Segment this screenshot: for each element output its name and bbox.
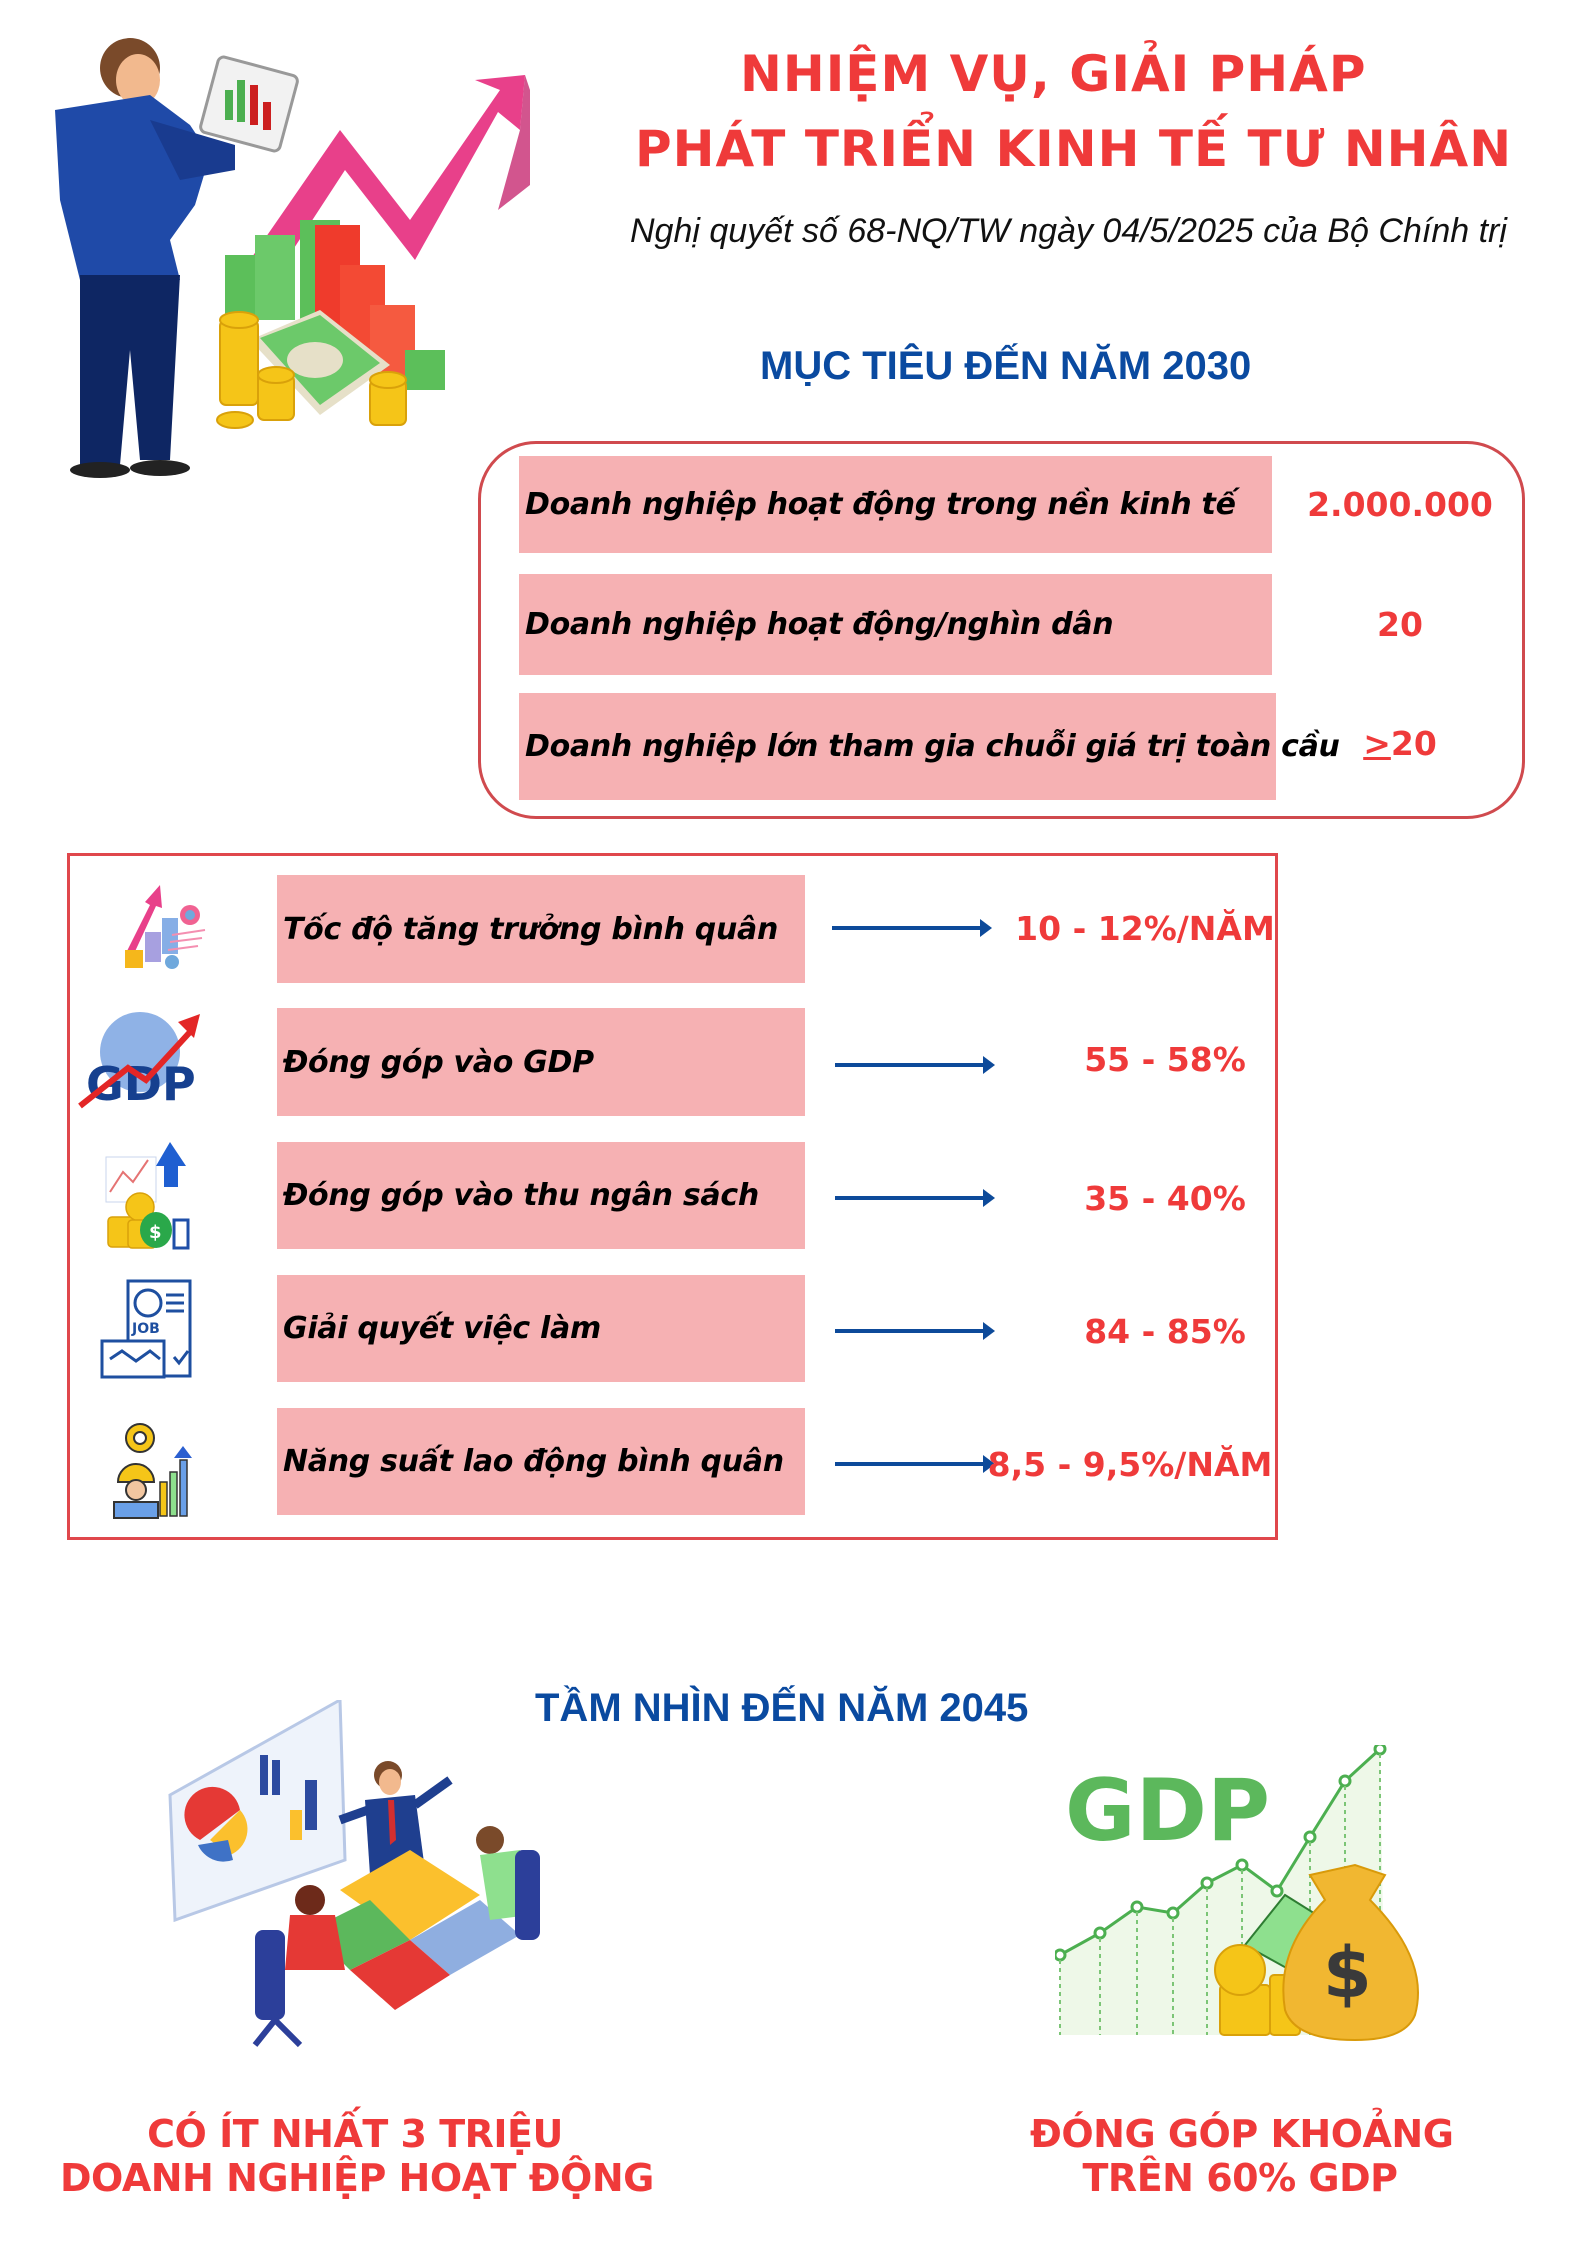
title-line-1: NHIỆM VỤ, GIẢI PHÁP — [740, 45, 1367, 103]
caption-line-2: TRÊN 60% GDP — [1082, 2156, 1398, 2200]
arrow-right-icon — [835, 1063, 985, 1067]
arrow-right-icon — [835, 1329, 985, 1333]
economic-target-label: Năng suất lao động bình quân — [283, 1444, 784, 1479]
economic-target-value: 35 - 40% — [1084, 1179, 1246, 1218]
economic-target-label: Đóng góp vào GDP — [283, 1044, 594, 1080]
vision-caption-enterprises — [60, 2112, 654, 2200]
gdp-money-bag-illustration — [1055, 1745, 1445, 2045]
gdp-label: GDP — [1065, 1761, 1271, 1861]
heading-goals-2030: MỤC TIÊU ĐẾN NĂM 2030 — [760, 344, 1252, 388]
enterprise-target-label: Doanh nghiệp hoạt động trong nền kinh tế — [525, 487, 1236, 522]
arrow-right-icon — [835, 1196, 985, 1200]
growth-chart-icon — [110, 880, 210, 980]
enterprise-target-row — [519, 456, 1272, 553]
enterprise-target-label: Doanh nghiệp lớn tham gia chuỗi giá trị toàn cầu — [525, 729, 1340, 764]
job-handshake-icon — [100, 1275, 195, 1385]
arrow-right-icon — [835, 1462, 985, 1466]
svg-text:JOB: JOB — [132, 1321, 160, 1337]
economic-target-label: Tốc độ tăng trưởng bình quân — [283, 911, 779, 947]
vision-caption-gdp — [1030, 2112, 1454, 2200]
title-line-2: PHÁT TRIỂN KINH TẾ TƯ NHÂN — [635, 120, 1513, 178]
greater-equal-sign: > — [1363, 724, 1391, 763]
caption-line-1: ĐÓNG GÓP KHOẢNG — [1030, 2112, 1454, 2156]
caption-line-2: DOANH NGHIỆP HOẠT ĐỘNG — [60, 2156, 654, 2200]
economic-target-row — [277, 1275, 805, 1382]
enterprise-target-label: Doanh nghiệp hoạt động/nghìn dân — [525, 607, 1114, 642]
caption-line-1: CÓ ÍT NHẤT 3 TRIỆU — [147, 2112, 563, 2156]
economic-target-row — [277, 1408, 805, 1515]
enterprise-target-row — [519, 693, 1340, 800]
economic-target-value: 10 - 12%/NĂM — [1015, 909, 1275, 948]
economic-target-value: 55 - 58% — [1084, 1040, 1246, 1079]
team-meeting-puzzle-illustration — [160, 1700, 600, 2050]
enterprise-target-value — [1290, 724, 1510, 763]
enterprise-target-value: 2.000.000 — [1307, 485, 1493, 524]
svg-text:GDP: GDP — [86, 1057, 196, 1110]
enterprise-target-value-number: 20 — [1390, 724, 1437, 763]
economic-target-row — [277, 1008, 805, 1116]
svg-text:$: $ — [149, 1222, 162, 1243]
economic-target-value: 84 - 85% — [1084, 1312, 1246, 1351]
economic-target-value: 8,5 - 9,5%/NĂM — [987, 1445, 1273, 1484]
svg-text:$: $ — [1323, 1932, 1372, 2014]
businessman-growth-icon — [20, 20, 540, 490]
heading-vision-2045: TẦM NHÌN ĐẾN NĂM 2045 — [535, 1686, 1029, 1730]
economic-target-label: Giải quyết việc làm — [283, 1311, 601, 1346]
gdp-globe-icon — [78, 1010, 203, 1110]
enterprise-target-value: 20 — [1377, 605, 1423, 644]
subtitle: Nghị quyết số 68-NQ/TW ngày 04/5/2025 của Bộ Chính trị — [630, 212, 1507, 250]
arrow-right-icon — [832, 926, 982, 930]
budget-money-icon — [98, 1142, 193, 1252]
economic-target-row — [277, 1142, 805, 1249]
economic-target-label: Đóng góp vào thu ngân sách — [283, 1178, 759, 1213]
economic-target-row — [277, 875, 805, 983]
header-illustration — [20, 20, 540, 490]
enterprise-target-row — [519, 574, 1272, 675]
worker-productivity-icon — [100, 1420, 195, 1520]
